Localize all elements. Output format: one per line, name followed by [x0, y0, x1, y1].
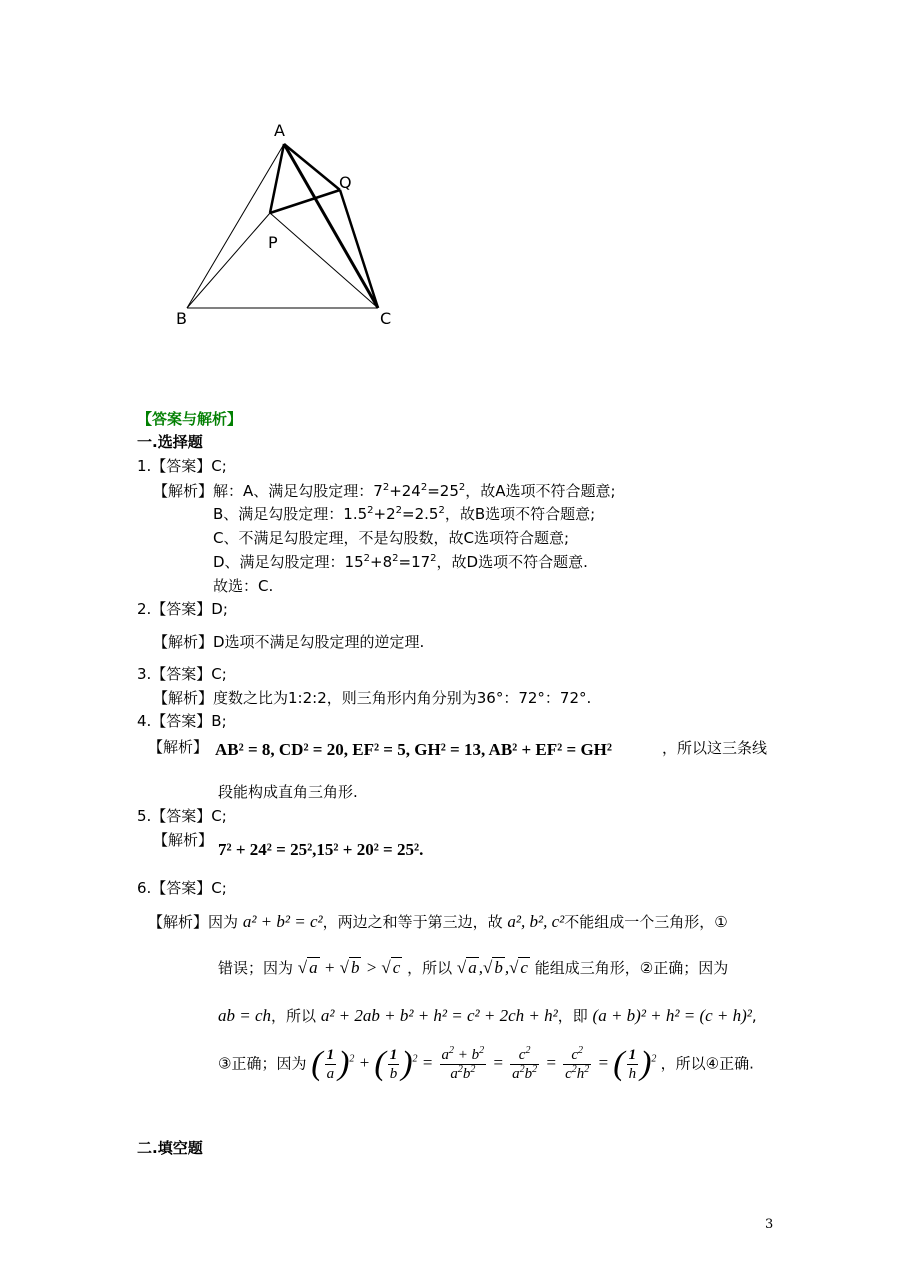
q2-analysis: 【解析】D选项不满足勾股定理的逆定理.	[153, 633, 425, 651]
q1-line2: B、满足勾股定理：$1.5^2+2^2=2.5^2$，故B选项不符合题意;	[213, 505, 596, 523]
part1-title: 一.选择题	[137, 433, 203, 451]
q2-answer: 2.【答案】D;	[137, 600, 228, 618]
q4-formula: AB² = 8, CD² = 20, EF² = 5, GH² = 13, AB² + EF² = GH²	[215, 740, 612, 759]
q4-label: 【解析】	[148, 738, 209, 756]
section-title: 【答案与解析】	[137, 410, 243, 428]
label-c: C	[380, 309, 392, 328]
edge-pq	[270, 190, 340, 213]
q5-formula: 7² + 24² = 25²,15² + 20² = 25².	[218, 840, 424, 859]
triangle-figure	[170, 118, 410, 333]
q5-answer: 5.【答案】C;	[137, 807, 227, 825]
q6-answer: 6.【答案】C;	[137, 879, 227, 897]
label-p: P	[268, 233, 278, 252]
edge-aq	[284, 144, 340, 190]
q4-tail: ，所以这三条线	[662, 739, 768, 757]
edge-ap	[270, 144, 284, 213]
q1-line4: D、满足勾股定理：$15^2+8^2=17^2$，故D选项不符合题意.	[213, 553, 588, 571]
label-b: B	[176, 309, 187, 328]
q1-line3: C、不满足勾股定理，不是勾股数，故C选项符合题意;	[213, 529, 570, 547]
q6-line1: 【解析】因为 a² + b² = c²，两边之和等于第三边，故 a², b², c²不能组成一个三角形，①	[148, 912, 728, 931]
label-a: A	[274, 121, 285, 140]
q3-analysis: 【解析】度数之比为1:2:2，则三角形内角分别为36°：72°：72°.	[153, 689, 592, 707]
q6-fraction-equation: ( $\frac{1}{a}$ )$^2$ + ( $\frac{1}{b}$ )$^2$ = $\frac{a^2 + b^2}{a^2b^2}$ = $\frac{c^2}{a^2b^2}$ = $\frac{c^2}{c^2h^2}$ = ( $\frac{1}{h}$ )$^2$	[311, 1045, 657, 1083]
q4-line2: 段能构成直角三角形.	[218, 783, 358, 801]
edge-ac	[284, 144, 378, 308]
q1-answer: 1.【答案】C;	[137, 457, 227, 475]
q3-answer: 3.【答案】C;	[137, 665, 227, 683]
q5-label: 【解析】	[153, 831, 214, 849]
q6-line4: ③正确；因为 ( $\frac{1}{a}$ )$^2$ + ( $\frac{1}{b}$ )$^2$ = $\frac{a^2 + b^2}{a^2b^2}$ = $\frac{c^2}{a^2b^2}$ = $\frac{c^2}{c^2h^2}$ = ( $\frac{1}{h}$ )$^2$ ，所以④正确.	[218, 1045, 754, 1083]
q4-answer: 4.【答案】B;	[137, 712, 227, 730]
q1-line5: 故选：C.	[213, 577, 274, 595]
edge-ab	[187, 144, 284, 308]
q6-line3: ab = ch，所以 a² + 2ab + b² + h² = c² + 2ch + h²，即 (a + b)² + h² = (c + h)²,	[218, 1006, 757, 1025]
page-number: 3	[765, 1217, 774, 1232]
edge-bp	[187, 213, 270, 308]
label-q: Q	[339, 173, 352, 192]
q6-line2: 错误；因为 √ a + √ b > √ c ，所以 √ a ,√ b ,√ c 能组成三角形，②正确；因为	[218, 958, 729, 977]
q1-line1: 【解析】解：A、满足勾股定理：$7^2+24^2=25^2$，故A选项不符合题意;	[153, 482, 616, 500]
part2-title: 二.填空题	[137, 1139, 203, 1157]
